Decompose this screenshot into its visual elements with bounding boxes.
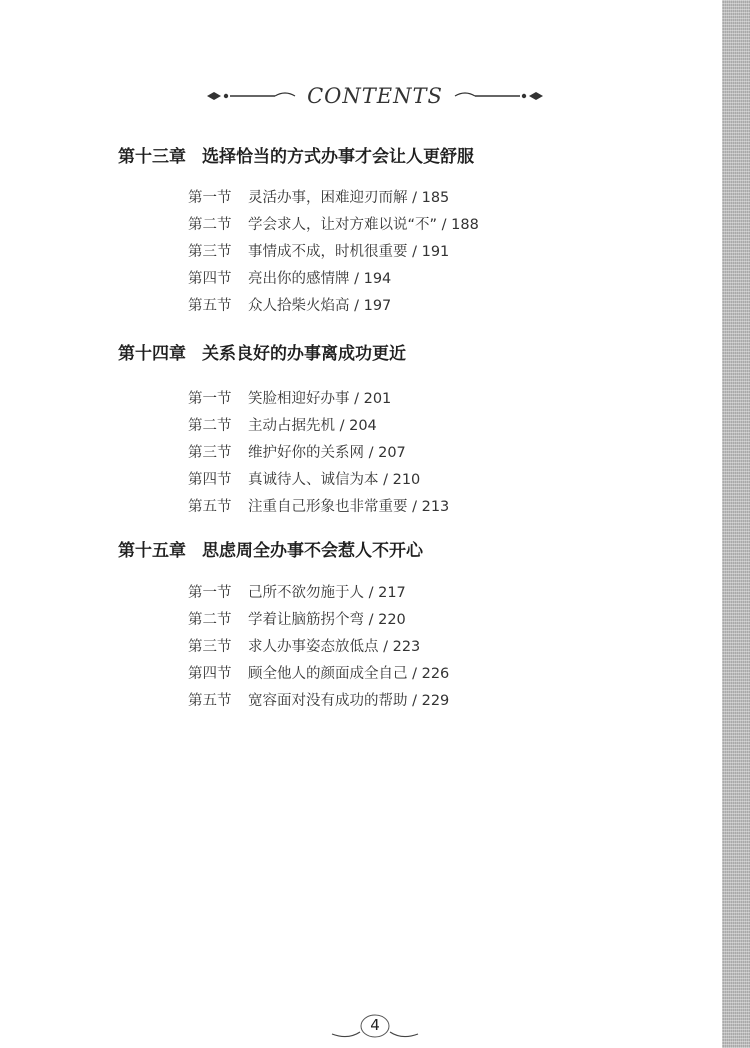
section-label: 第一节 [188, 190, 232, 206]
section-title: 灵活办事，困难迎刃而解 / 185 [248, 190, 450, 206]
section-title: 注重自己形象也非常重要 / 213 [248, 499, 450, 515]
section-title: 顾全他人的颜面成全自己 / 226 [248, 666, 450, 682]
chapter-number: 第十四章 [118, 344, 186, 364]
chapter-heading[interactable] [118, 142, 474, 167]
chapter-heading[interactable] [118, 536, 423, 561]
section-title: 求人办事姿态放低点 / 223 [248, 639, 421, 655]
section-entry[interactable] [188, 662, 449, 683]
section-entry[interactable] [188, 387, 391, 408]
section-title: 真诚待人、诚信为本 / 210 [248, 472, 421, 488]
section-entry[interactable] [188, 213, 479, 234]
page-number: 4 [370, 1016, 380, 1034]
section-label: 第二节 [188, 418, 232, 434]
section-entry[interactable] [188, 689, 449, 710]
section-label: 第二节 [188, 612, 232, 628]
chapter-number: 第十三章 [118, 147, 186, 167]
section-label: 第四节 [188, 666, 232, 682]
section-label: 第三节 [188, 445, 232, 461]
section-entry[interactable] [188, 635, 420, 656]
section-entry[interactable] [188, 495, 449, 516]
section-entry[interactable] [188, 267, 391, 288]
section-title: 学会求人，让对方难以说“不” / 188 [248, 217, 479, 233]
section-title: 众人拾柴火焰高 / 197 [248, 298, 392, 314]
page-number-footer [330, 1012, 420, 1042]
section-label: 第二节 [188, 217, 232, 233]
section-label: 第三节 [188, 639, 232, 655]
chapter-title: 选择恰当的方式办事才会让人更舒服 [202, 147, 474, 167]
section-title: 学着让脑筋拐个弯 / 220 [248, 612, 406, 628]
section-entry[interactable] [188, 186, 449, 207]
section-title: 亮出你的感情牌 / 194 [248, 271, 392, 287]
section-label: 第五节 [188, 693, 232, 709]
section-entry[interactable] [188, 240, 449, 261]
section-label: 第四节 [188, 271, 232, 287]
section-label: 第三节 [188, 244, 232, 260]
chapter-number: 第十五章 [118, 541, 186, 561]
chapter-title: 思虑周全办事不会惹人不开心 [202, 541, 423, 561]
section-entry[interactable] [188, 468, 420, 489]
section-title: 事情成不成，时机很重要 / 191 [248, 244, 450, 260]
book-edge-texture [722, 0, 750, 1048]
section-title: 己所不欲勿施于人 / 217 [248, 585, 406, 601]
section-label: 第一节 [188, 585, 232, 601]
section-entry[interactable] [188, 294, 391, 315]
section-label: 第四节 [188, 472, 232, 488]
section-entry[interactable] [188, 581, 406, 602]
contents-title: CONTENTS [307, 84, 443, 108]
section-title: 宽容面对没有成功的帮助 / 229 [248, 693, 450, 709]
chapter-title: 关系良好的办事离成功更近 [202, 344, 406, 364]
chapter-heading[interactable] [118, 339, 406, 364]
section-title: 笑脸相迎好办事 / 201 [248, 391, 392, 407]
section-label: 第五节 [188, 499, 232, 515]
section-entry[interactable] [188, 414, 377, 435]
section-title: 主动占据先机 / 204 [248, 418, 377, 434]
section-entry[interactable] [188, 441, 406, 462]
section-label: 第五节 [188, 298, 232, 314]
contents-header [205, 82, 545, 112]
section-entry[interactable] [188, 608, 406, 629]
section-title: 维护好你的关系网 / 207 [248, 445, 406, 461]
section-label: 第一节 [188, 391, 232, 407]
